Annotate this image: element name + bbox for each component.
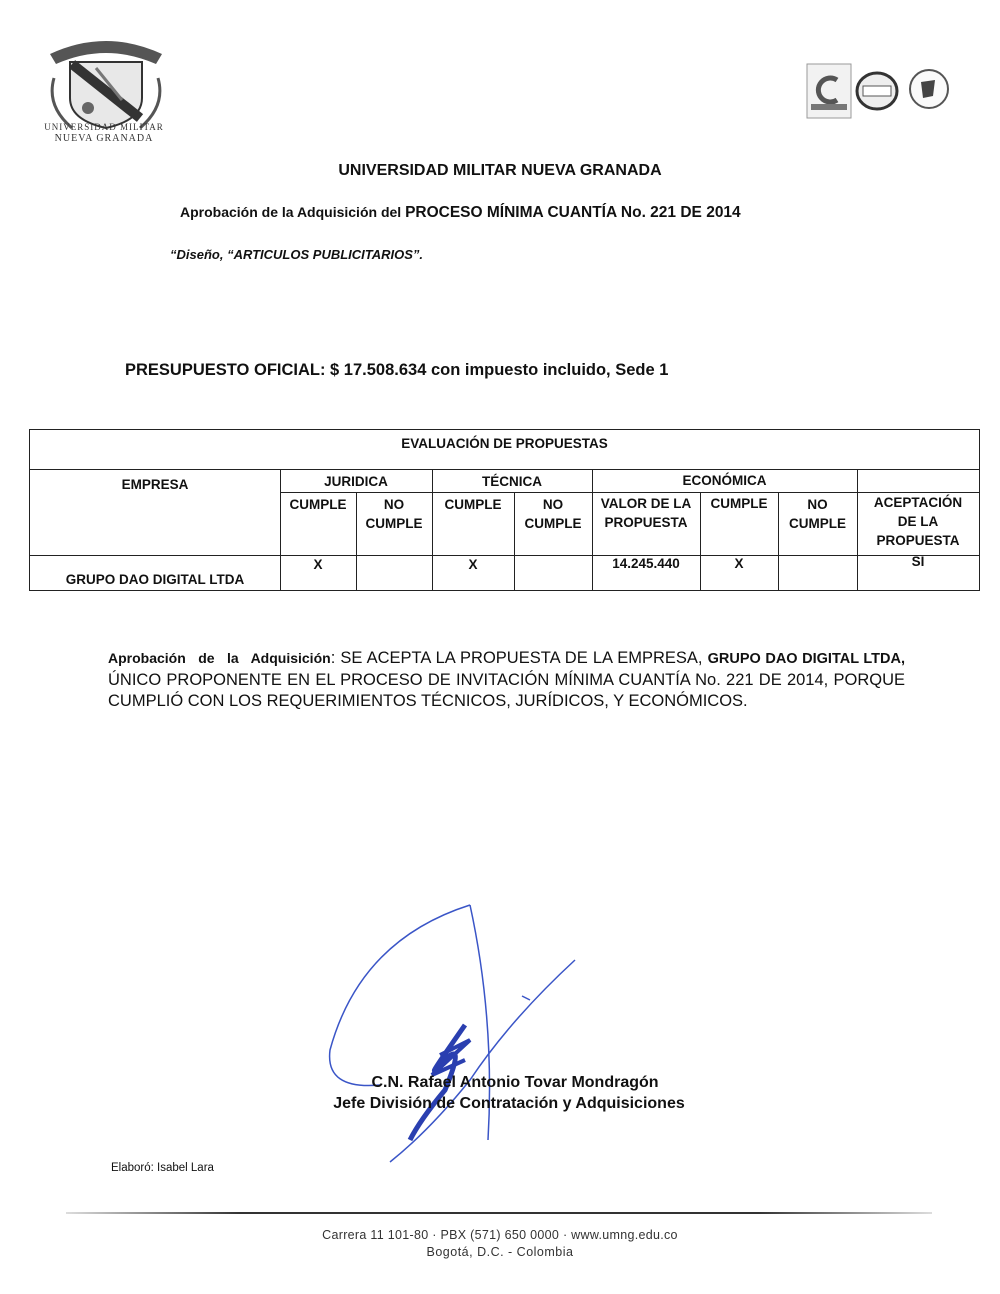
evaluation-table (29, 429, 980, 591)
approval-paragraph (108, 648, 905, 712)
header-tecnica-no-cumple: NO CUMPLE (524, 497, 582, 531)
table-caption: EVALUACIÓN DE PROPUESTAS (401, 436, 608, 451)
document-title: UNIVERSIDAD MILITAR NUEVA GRANADA (338, 162, 662, 179)
logo-text-line1: UNIVERSIDAD MILITAR (44, 122, 164, 132)
footer-city: Bogotá, D.C. - Colombia (426, 1245, 574, 1259)
header-juridica-cumple: CUMPLE (289, 497, 347, 512)
document-subtitle (180, 204, 741, 222)
quality-certification-logos (805, 60, 955, 122)
header-economica-cumple: CUMPLE (710, 496, 768, 511)
approval-text-1: : SE ACEPTA LA PROPUESTA DE LA EMPRESA, (330, 649, 708, 667)
subtitle-prefix: Aprobación de la Adquisición del (180, 204, 406, 220)
header-empresa: EMPRESA (121, 477, 189, 492)
footer-divider (66, 1212, 932, 1214)
row-economica-cumple: X (734, 556, 744, 571)
approval-company: GRUPO DAO DIGITAL LTDA, (707, 651, 905, 667)
approval-label: Aprobación de la Adquisición (108, 650, 331, 666)
header-aceptacion: ACEPTACIÓN DE LA PROPUESTA (873, 495, 963, 548)
footer-address: Carrera 11 101-80 · PBX (571) 650 0000 · www.umng.edu.co (322, 1228, 678, 1242)
handwritten-signature (320, 900, 610, 1165)
signer-name: C.N. Rafael Antonio Tovar Mondragón (371, 1074, 659, 1091)
header-economica: ECONÓMICA (682, 473, 767, 488)
row-aceptacion: SI (911, 554, 925, 569)
official-budget: PRESUPUESTO OFICIAL: $ 17.508.634 con impuesto incluido, Sede 1 (125, 361, 669, 379)
header-valor-propuesta: VALOR DE LA PROPUESTA (600, 496, 692, 530)
logo-text-line2: NUEVA GRANADA (54, 133, 154, 144)
header-tecnica-cumple: CUMPLE (444, 497, 502, 512)
row-juridica-cumple: X (313, 557, 323, 572)
row-empresa: GRUPO DAO DIGITAL LTDA (65, 572, 245, 587)
header-tecnica: TÉCNICA (482, 474, 542, 489)
signer-title: Jefe División de Contratación y Adquisiciones (333, 1095, 685, 1112)
row-tecnica-cumple: X (468, 557, 478, 572)
row-valor: 14.245.440 (612, 556, 680, 571)
approval-text-2: ÚNICO PROPONENTE EN EL PROCESO DE INVITACIÓN MÍNIMA CUANTÍA No. 221 DE 2014, PORQUE CUMPLIÓ CON LOS REQUERIMIENTOS TÉCNICOS, JURÍDICOS, Y ECONÓMICOS. (108, 671, 905, 710)
prepared-by: Elaboró: Isabel Lara (111, 1162, 214, 1174)
header-economica-no-cumple: NO CUMPLE (789, 497, 846, 531)
header-juridica: JURIDICA (324, 474, 388, 489)
procurement-object: “Diseño, “ARTICULOS PUBLICITARIOS”. (170, 247, 424, 262)
header-juridica-no-cumple: NO CUMPLE (365, 497, 423, 531)
process-number: PROCESO MÍNIMA CUANTÍA No. 221 DE 2014 (405, 204, 741, 221)
